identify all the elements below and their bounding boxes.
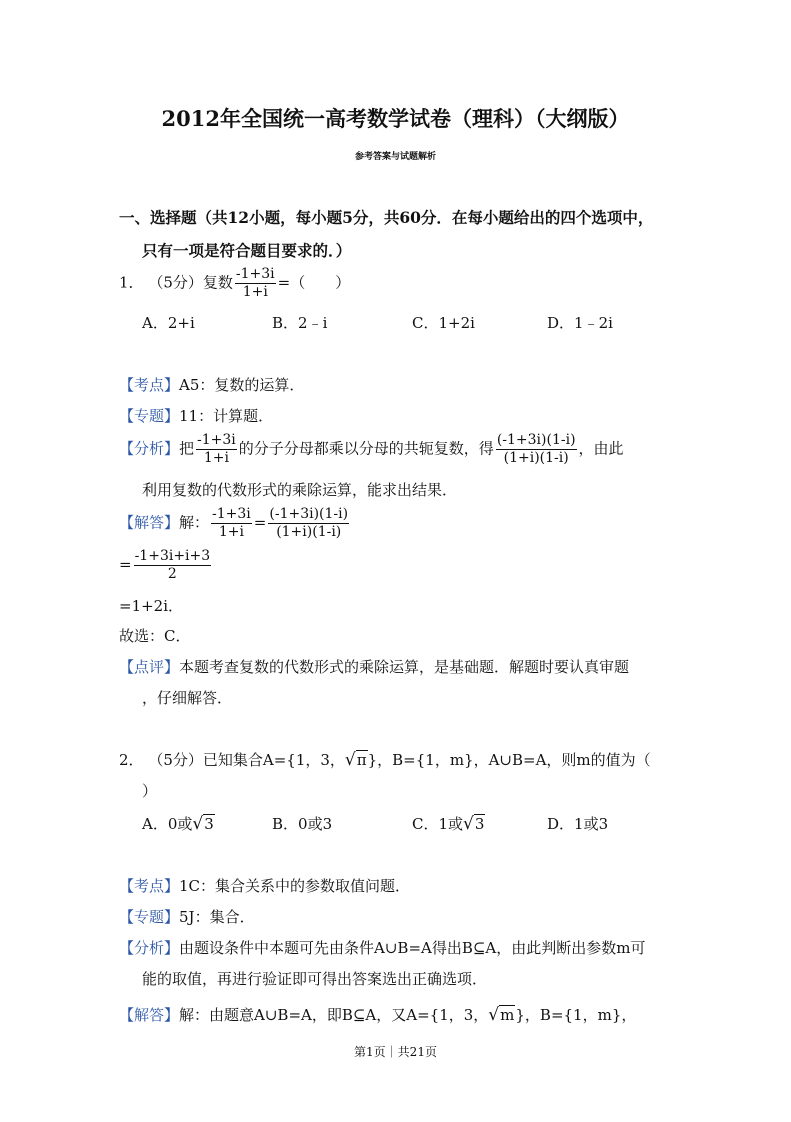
zhuanti-line (119, 405, 273, 426)
fenxi-line2: 能的取值，再进行验证即可得出答案选出正确选项． (142, 970, 488, 988)
zhuanti-text: 11：计算题． (179, 407, 274, 425)
fenxi-tag: 【分析】 (119, 439, 180, 458)
fenxi-text: 把 (179, 439, 195, 458)
jieda-tag: 【解答】 (119, 513, 180, 532)
question-2-prompt (119, 749, 651, 770)
dianping-text: 本题考查复数的代数形式的乘除运算，是基础题．解题时要认真审题 (179, 658, 630, 676)
fenxi-line1 (119, 937, 646, 958)
radicand: m (500, 1006, 515, 1024)
fraction-denominator: (1+i)(1-i) (503, 450, 569, 466)
jieda-text: 解： (179, 513, 210, 532)
kaodian-text: A5：复数的运算． (179, 376, 305, 394)
prompt-text: }，B={1，m}，A∪B=A，则m的值为（ (367, 751, 651, 769)
equals-sign: = (253, 513, 267, 532)
section-heading-line2: 只有一项是符合题目要求的．） (142, 241, 352, 260)
solution-step-2 (119, 548, 213, 583)
solution-step-3: =1+2i． (119, 597, 184, 615)
kaodian-line (119, 875, 410, 896)
fraction (235, 266, 276, 301)
fraction (268, 506, 349, 541)
fraction-denominator: 1+i (203, 450, 229, 466)
fraction-numerator: -1+3i (235, 266, 275, 282)
fenxi-text: ，由此 (578, 439, 624, 458)
option-b: B．0或3 (272, 815, 333, 833)
answer-line: 故选：C． (119, 627, 191, 645)
question-number: 2． (119, 751, 144, 769)
option-d: D．1﹣2i (547, 314, 613, 332)
equals-sign: = (119, 555, 132, 574)
radicand: π (356, 751, 367, 769)
dianping-line2: ，仔细解答． (142, 689, 233, 707)
zhuanti-tag: 【专题】 (119, 407, 180, 425)
prompt-text: （5分）已知集合A={1，3， (148, 751, 345, 769)
radicand: 3 (474, 815, 485, 833)
fraction-numerator: (-1+3i)(1-i) (269, 506, 349, 522)
fenxi-tag: 【分析】 (119, 939, 180, 957)
option-b: B．2﹣i (272, 314, 328, 332)
fenxi-line2: 利用复数的代数形式的乘除运算，能求出结果． (142, 481, 458, 499)
option-c (412, 813, 485, 834)
option-text: C．1或 (412, 815, 464, 833)
fraction-numerator: -1+3i+i+3 (134, 548, 211, 564)
jieda-tag: 【解答】 (119, 1006, 180, 1024)
option-a (142, 813, 215, 834)
option-c: C．1+2i (412, 314, 475, 332)
fraction-numerator: -1+3i (197, 432, 236, 448)
fraction (196, 432, 237, 467)
sqrt-symbol: √π (344, 750, 367, 770)
page-footer: 第1页｜共21页 (354, 1045, 437, 1059)
jieda-line (119, 506, 351, 541)
radicand: 3 (204, 815, 214, 833)
fraction-denominator: 1+i (218, 524, 244, 540)
kaodian-line (119, 374, 304, 395)
fraction (134, 548, 212, 583)
section-heading-line1: 一、选择题（共12小题，每小题5分，共60分．在每小题给出的四个选项中， (119, 208, 654, 227)
sqrt-symbol: √3 (463, 814, 485, 834)
zhuanti-line (119, 906, 255, 927)
kaodian-text: 1C：集合关系中的参数取值问题． (179, 877, 411, 895)
zhuanti-text: 5J：集合． (179, 908, 255, 926)
fenxi-line1 (119, 432, 624, 467)
dianping-line1 (119, 656, 629, 677)
prompt-text: （5分）复数 (148, 273, 233, 292)
fenxi-text: 由题设条件中本题可先由条件A∪B=A得出B⊆A，由此判断出参数m可 (179, 939, 646, 957)
sqrt-symbol: √3 (192, 814, 214, 834)
kaodian-tag: 【考点】 (119, 877, 180, 895)
jieda-text: }，B={1，m}， (515, 1006, 637, 1024)
zhuanti-tag: 【专题】 (119, 908, 180, 926)
prompt-text: =（ ） (277, 273, 351, 292)
fraction-numerator: (-1+3i)(1-i) (496, 432, 576, 448)
fraction-denominator: 1+i (242, 284, 268, 300)
sqrt-symbol: √m (488, 1005, 515, 1025)
dianping-tag: 【点评】 (119, 658, 180, 676)
fraction-denominator: (1+i)(1-i) (276, 524, 342, 540)
fraction (496, 432, 577, 467)
fraction-denominator: 2 (167, 566, 177, 582)
fenxi-text: 的分子分母都乘以分母的共轭复数，得 (238, 439, 494, 458)
question-2-prompt-line2: ） (142, 782, 158, 800)
page-subtitle: 参考答案与试题解析 (354, 152, 436, 162)
page-title: 2012年全国统一高考数学试卷（理科）（大纲版） (161, 106, 630, 131)
fraction-numerator: -1+3i (212, 506, 251, 522)
option-text: A．0或 (142, 815, 193, 833)
question-1-prompt (119, 266, 350, 301)
jieda-line (119, 1004, 636, 1025)
jieda-text: 解：由题意A∪B=A，即B⊆A，又A={1，3， (179, 1006, 489, 1024)
fraction (211, 506, 252, 541)
question-number: 1． (119, 273, 144, 292)
option-d: D．1或3 (547, 815, 609, 833)
kaodian-tag: 【考点】 (119, 376, 180, 394)
option-a: A．2+i (142, 314, 195, 332)
